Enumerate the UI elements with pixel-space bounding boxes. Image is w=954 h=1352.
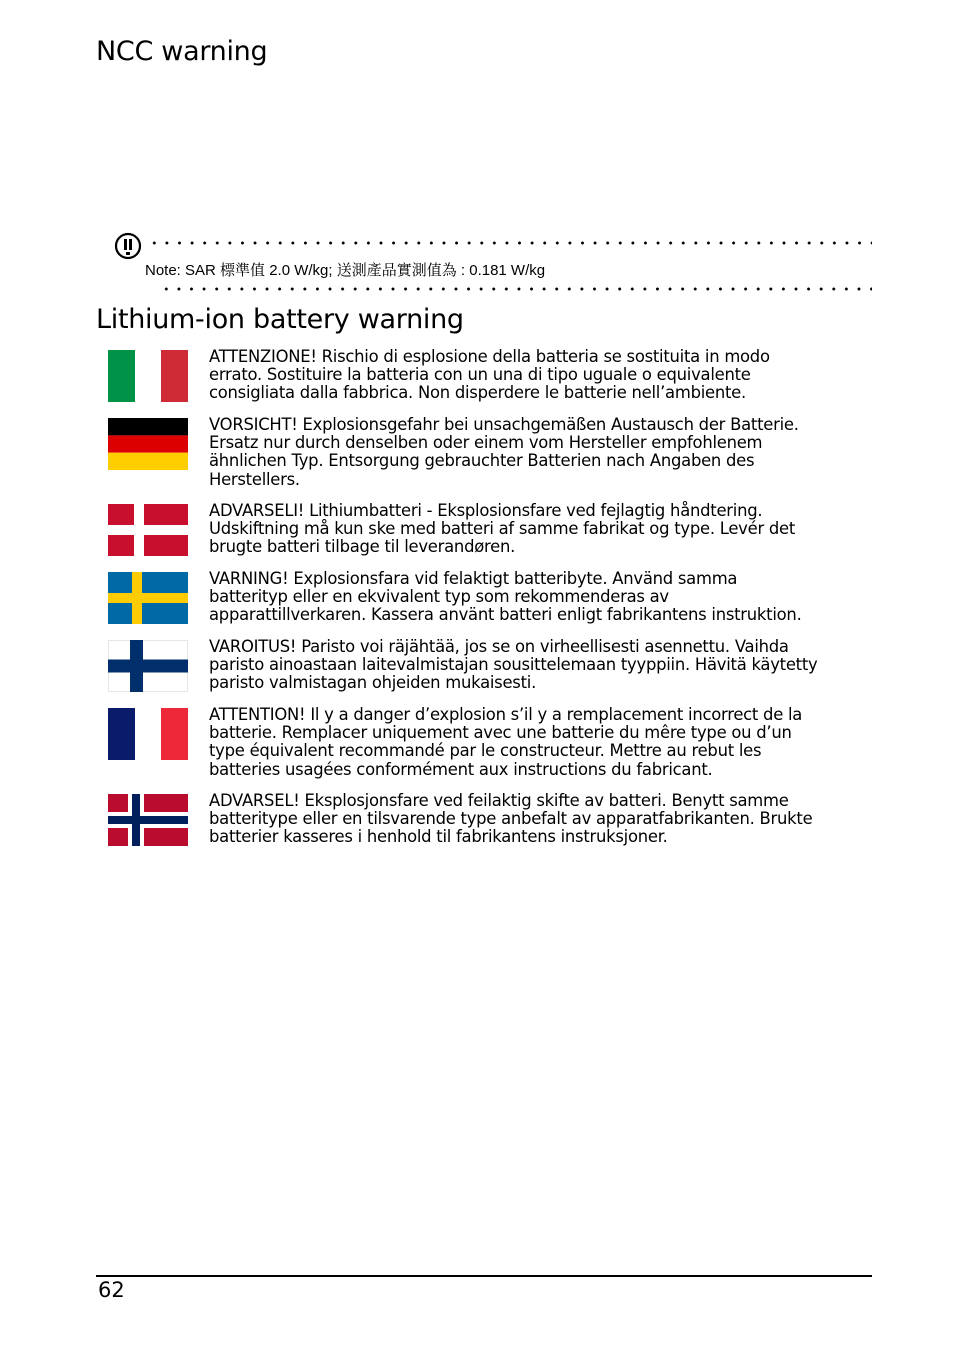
- warning-line: paristo ainoastaan laitevalmistajan sousittelemaan tyyppiin. Hävitä käytetty: [209, 655, 818, 675]
- lithium-warning-heading: Lithium-ion battery warning: [96, 304, 464, 335]
- note-divider-top: [148, 241, 872, 245]
- norway-flag-icon: [108, 794, 188, 846]
- warning-text: [209, 502, 869, 557]
- warning-text: [209, 706, 869, 779]
- warning-text: [209, 416, 869, 489]
- warning-text: [209, 348, 869, 403]
- sweden-flag-icon: [108, 572, 188, 624]
- warning-line: ADVARSEL! Eksplosjonsfare ved feilaktig skifte av batteri. Benytt samme: [209, 791, 789, 810]
- sar-note-text: Note: SAR 標準值 2.0 W/kg; 送測產品實測值為 : 0.181 W/kg: [145, 262, 546, 279]
- note-divider-bottom: [160, 287, 872, 291]
- germany-flag-icon: [108, 418, 188, 470]
- warning-line: ATTENTION! Il y a danger d’explosion s’il y a remplacement incorrect de la: [209, 705, 803, 724]
- warning-line: ähnlichen Typ. Entsorgung gebrauchter Batterien nach Angaben des: [209, 451, 755, 471]
- warning-line: Ersatz nur durch denselben oder einem vom Hersteller empfohlenem: [209, 433, 763, 453]
- footer-rule: [96, 1275, 872, 1277]
- warning-text: [209, 570, 869, 625]
- warning-line: batteritype eller en tilsvarende type anbefalt av apparatfabrikanten. Brukte: [209, 809, 813, 829]
- warning-line: apparattillverkaren. Kassera använt batteri enligt fabrikantens instruktion.: [209, 605, 802, 625]
- exclamation-circle-icon: [114, 232, 142, 260]
- warning-line: ATTENZIONE! Rischio di esplosione della batteria se sostituita in modo: [209, 347, 770, 366]
- finland-flag-icon: [108, 640, 188, 692]
- italy-flag-icon: [108, 350, 188, 402]
- warning-line: VAROITUS! Paristo voi räjähtää, jos se on virheellisesti asennettu. Vaihda: [209, 637, 789, 656]
- warning-text: [209, 638, 869, 693]
- warning-line: Herstellers.: [209, 469, 300, 489]
- france-flag-icon: [108, 708, 188, 760]
- page-number: 62: [98, 1278, 125, 1302]
- warning-line: errato. Sostituire la batteria con un una di tipo uguale o equivalente: [209, 365, 751, 385]
- warning-line: ADVARSELI! Lithiumbatteri - Eksplosionsfare ved fejlagtig håndtering.: [209, 501, 763, 520]
- warning-line: batterityp eller en ekvivalent typ som rekommenderas av: [209, 587, 669, 607]
- ncc-warning-heading: NCC warning: [96, 36, 268, 67]
- warning-text: [209, 792, 869, 847]
- warning-line: batterie. Remplacer uniquement avec une batterie du mêre type ou d’un: [209, 723, 792, 743]
- warning-line: consigliata dalla fabbrica. Non disperdere le batterie nell’ambiente.: [209, 383, 746, 403]
- denmark-flag-icon: [108, 504, 188, 556]
- warning-line: VARNING! Explosionsfara vid felaktigt batteribyte. Använd samma: [209, 569, 738, 588]
- warning-line: batteries usagées conformément aux instructions du fabricant.: [209, 759, 713, 779]
- warning-line: batterier kasseres i henhold til fabrikantens instruksjoner.: [209, 827, 668, 847]
- warning-line: brugte batteri tilbage til leverandøren.: [209, 537, 516, 557]
- warning-line: type équivalent recommandé par le constructeur. Mettre au rebut les: [209, 741, 762, 761]
- warning-line: Udskiftning må kun ske med batteri af samme fabrikat og type. Levér det: [209, 519, 796, 539]
- warning-line: VORSICHT! Explosionsgefahr bei unsachgemäßen Austausch der Batterie.: [209, 415, 799, 434]
- warning-line: paristo valmistagan ohjeiden mukaisesti.: [209, 673, 537, 693]
